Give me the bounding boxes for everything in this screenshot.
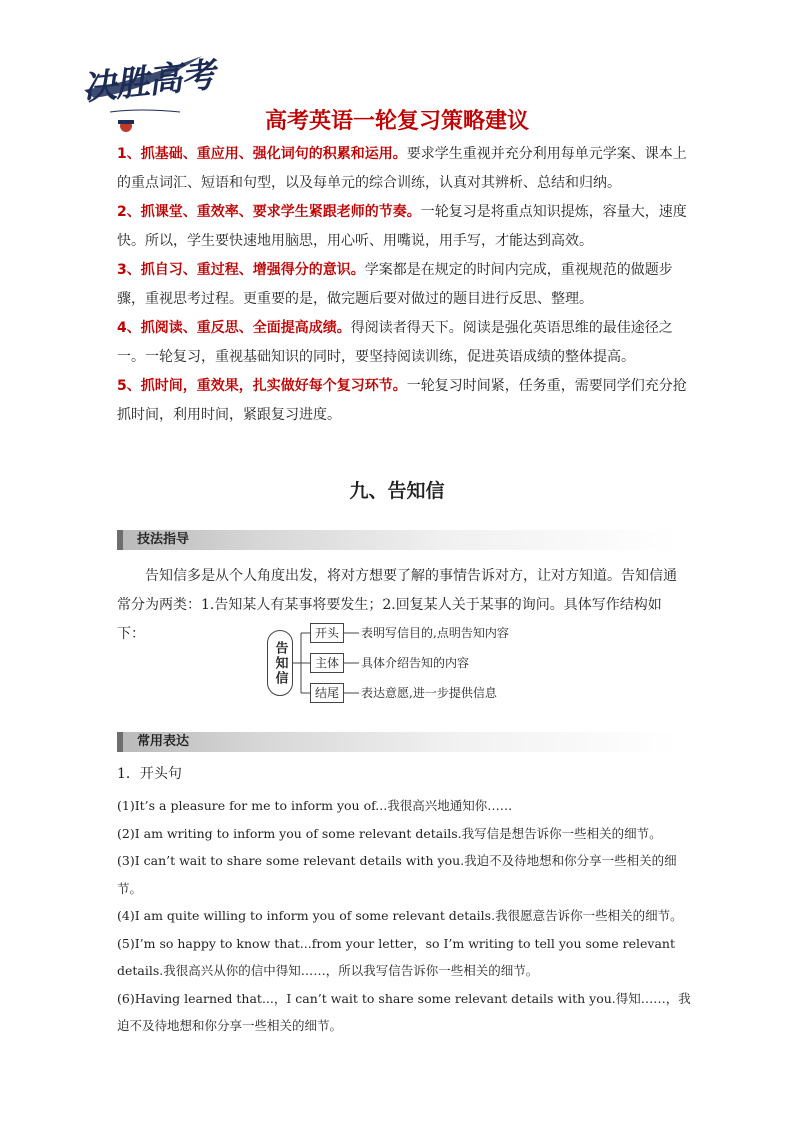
section-title: 九、告知信 bbox=[349, 480, 445, 502]
tip-1 bbox=[117, 140, 687, 198]
tip-body: 要求学生重视并充分利用每单元学案、课本上的重点词汇、短语和句型，以及每单元的综合训练，认真对其辨析、总结和归纳。 bbox=[117, 146, 687, 191]
expression-list bbox=[117, 792, 692, 1040]
strategy-tips bbox=[117, 140, 687, 430]
diagram-root bbox=[267, 630, 293, 696]
tip-5 bbox=[117, 372, 687, 430]
diagram-desc-body: 具体介绍告知的内容 bbox=[361, 656, 470, 670]
structure-diagram bbox=[265, 620, 545, 710]
band-accent-bar bbox=[117, 530, 123, 550]
band-label: 常用表达 bbox=[137, 734, 190, 749]
tip-lead: 2、抓课堂、重效率、要求学生紧跟老师的节奏。 bbox=[117, 204, 421, 220]
diagram-node-opening: 开头 bbox=[310, 623, 344, 643]
expression-item: (1)It’s a pleasure for me to inform you of...我很高兴地通知你…… bbox=[117, 798, 513, 813]
intro-text: 告知信多是从个人角度出发，将对方想要了解的事情告诉对方，让对方知道。告知信通常分为两类：1.告知某人有某事将要发生；2.回复某人关于某事的询问。具体写作结构如下： bbox=[117, 568, 677, 642]
section-band-expressions bbox=[117, 732, 677, 752]
diagram-node-body: 主体 bbox=[310, 653, 344, 673]
document-title: 高考英语一轮复习策略建议 bbox=[264, 109, 529, 134]
band-accent-bar bbox=[117, 732, 123, 752]
band-label: 技法指导 bbox=[137, 532, 190, 547]
diagram-node-closing: 结尾 bbox=[310, 683, 344, 703]
diagram-desc-opening: 表明写信目的,点明告知内容 bbox=[361, 626, 509, 640]
tip-body: 学案都是在规定的时间内完成，重视规范的做题步骤，重视思考过程。更重要的是，做完题后要对做过的题目进行反思、整理。 bbox=[117, 262, 673, 307]
tip-2 bbox=[117, 198, 687, 256]
section-band-technique bbox=[117, 530, 677, 550]
tip-body: 一轮复习是将重点知识提炼，容量大，速度快。所以，学生要快速地用脑思，用心听、用嘴说，用手写，才能达到高效。 bbox=[117, 204, 687, 249]
tip-body: 一轮复习时间紧，任务重，需要同学们充分抢抓时间，利用时间，紧跟复习进度。 bbox=[117, 378, 687, 423]
expression-item: (6)Having learned that...，I can’t wait to share some relevant details with you.得知……，我迫不及待地想和你分享一些相关的细节。 bbox=[117, 990, 691, 1033]
tip-3 bbox=[117, 256, 687, 314]
tip-lead: 4、抓阅读、重反思、全面提高成绩。 bbox=[117, 320, 351, 336]
tip-lead: 5、抓时间，重效果，扎实做好每个复习环节。 bbox=[117, 378, 407, 394]
tip-4 bbox=[117, 314, 687, 372]
tip-lead: 3、抓自习、重过程、增强得分的意识。 bbox=[117, 262, 365, 278]
subheading-opening-sentences: 1．开头句 bbox=[117, 766, 182, 782]
diagram-desc-closing: 表达意愿,进一步提供信息 bbox=[361, 686, 497, 700]
logo-wordmark: 决胜高考 bbox=[80, 55, 217, 109]
tip-body: 得阅读者得天下。阅读是强化英语思维的最佳途径之一。一轮复习，重视基础知识的同时，要坚持阅读训练，促进英语成绩的整体提高。 bbox=[117, 320, 673, 365]
expression-item: (4)I am quite willing to inform you of some relevant details.我很愿意告诉你一些相关的细节。 bbox=[117, 908, 683, 923]
diagram-root-label: 告知信 bbox=[272, 640, 288, 686]
expression-item: (3)I can’t wait to share some relevant details with you.我迫不及待地想和你分享一些相关的细节。 bbox=[117, 853, 677, 896]
expression-item: (2)I am writing to inform you of some relevant details.我写信是想告诉你一些相关的细节。 bbox=[117, 825, 662, 841]
tip-lead: 1、抓基础、重应用、强化词句的积累和运用。 bbox=[117, 146, 407, 162]
expression-item: (5)I’m so happy to know that...from your letter，so I’m writing to tell you some relevant details.我很高兴从你的信中得知……，所以我写信告诉你一些相关的细节。 bbox=[117, 935, 675, 978]
